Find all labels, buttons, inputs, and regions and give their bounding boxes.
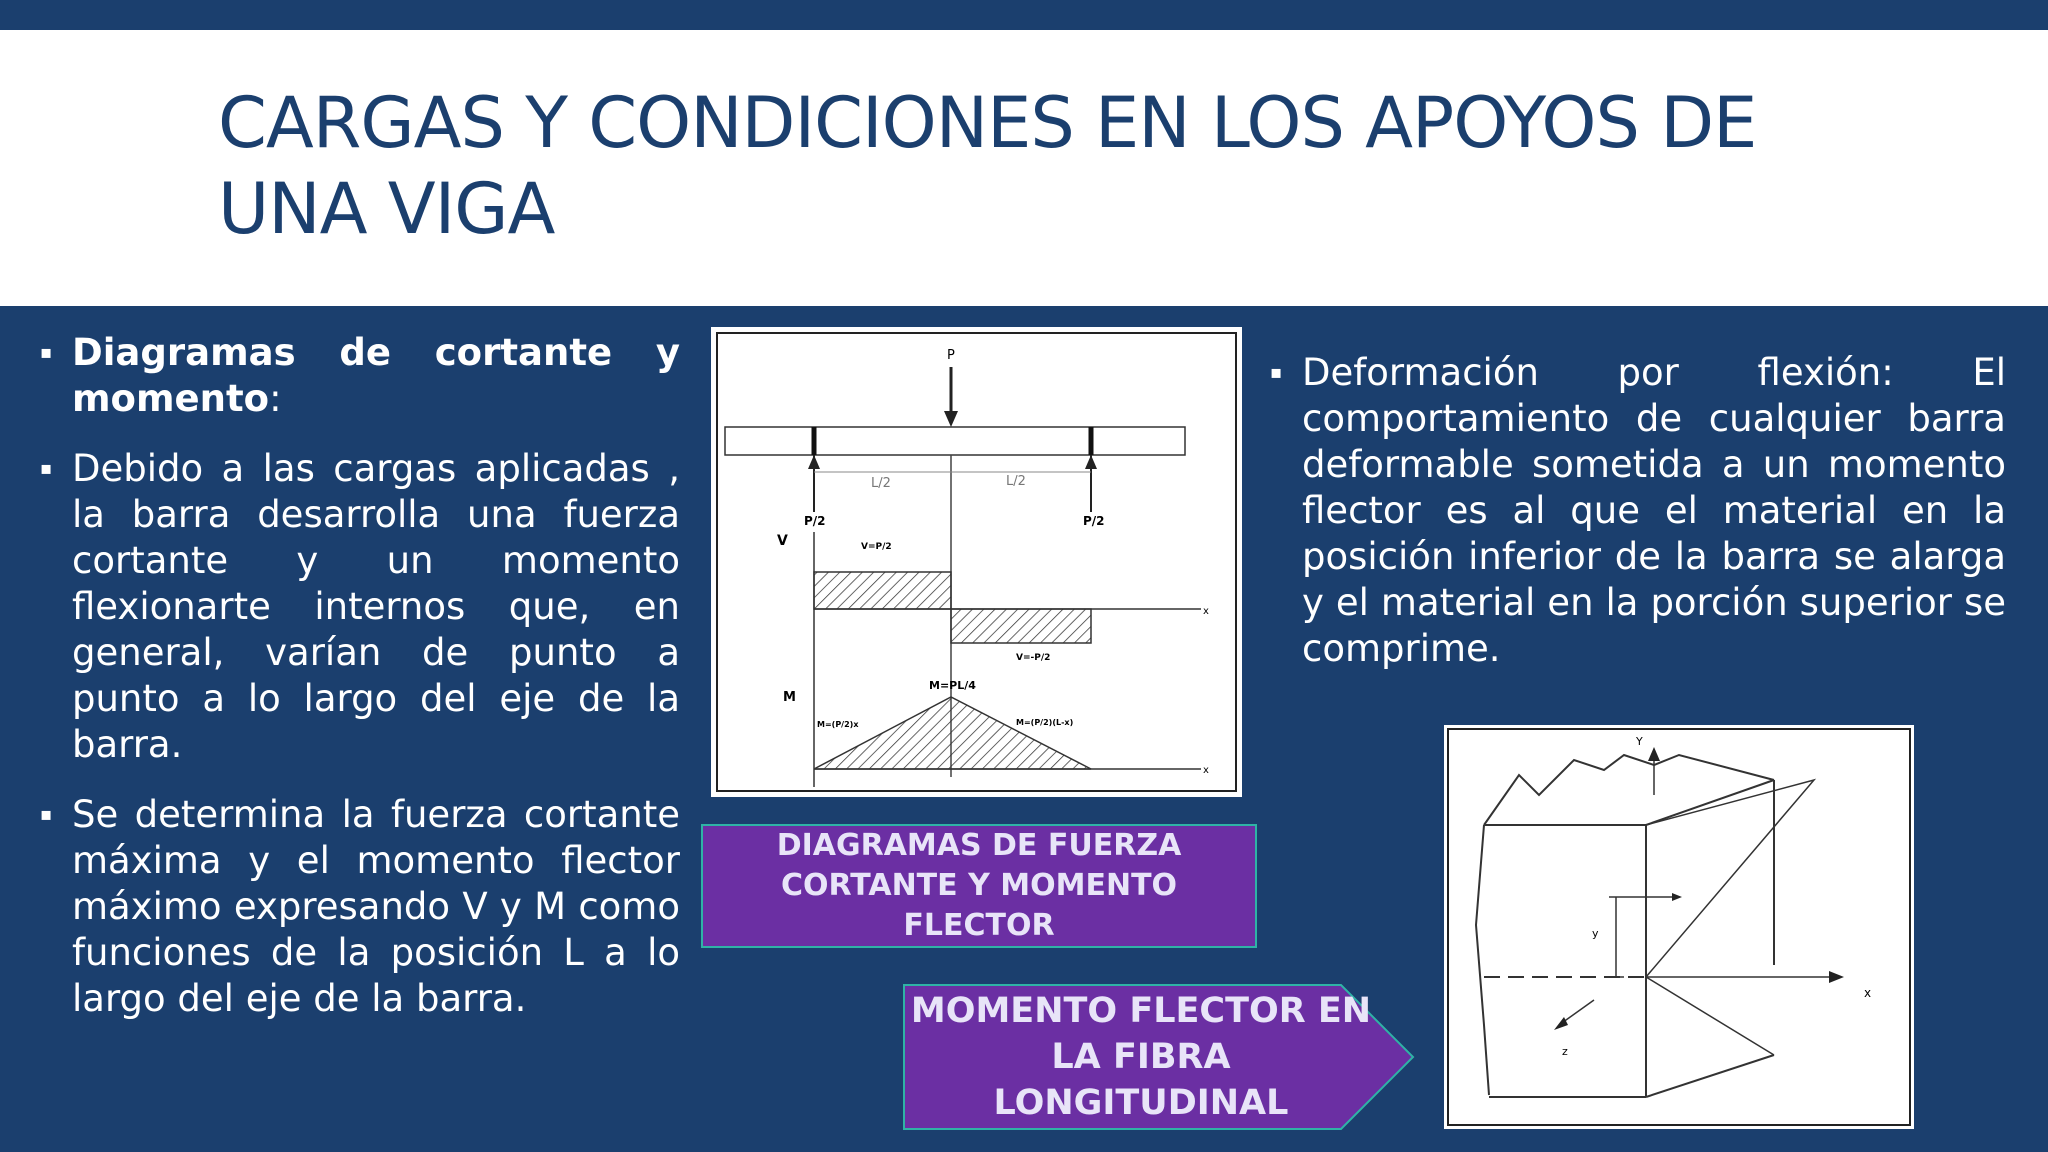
y-axis-label: Y <box>1636 735 1643 748</box>
shear-negative-area <box>951 609 1091 643</box>
m-axis-label: M <box>783 690 796 705</box>
beam-rect <box>725 427 1185 455</box>
bullet-cargas: ▪ Debido a las cargas aplicadas , la barra desarrolla una fuerza cortante y un momento flexionarte internos que, en general, varían de punto a punto a lo largo del eje de la barra. <box>40 446 680 768</box>
top-bar <box>0 0 2048 30</box>
shear-x-label: x <box>1203 606 1209 617</box>
bullet-deformacion: ▪ Deformación por flexión: El comportamiento de cualquier barra deformable sometida a un momento flector es al que el material en la posición inferior de la barra se alarga y el material en la porción superior se comprime. <box>1270 350 2006 672</box>
half-l-left: L/2 <box>871 476 891 491</box>
x-axis-label: x <box>1864 986 1872 1000</box>
shear-moment-diagram <box>711 327 1242 797</box>
moment-x-label: x <box>1203 765 1209 776</box>
right-text-column <box>1270 350 2006 696</box>
diagram2-frame <box>1448 729 1910 1125</box>
bending-deformation-diagram <box>1444 725 1914 1129</box>
bullet-diagramas-tail: : <box>269 377 282 420</box>
fiber-moment-callout <box>903 984 1415 1130</box>
reaction-right-label: P/2 <box>1083 514 1105 528</box>
block-left-edge <box>1476 825 1489 1095</box>
v-axis-label: V <box>777 533 788 549</box>
shear-moment-callout <box>701 824 1257 948</box>
reaction-left-label: P/2 <box>804 514 826 528</box>
moment-right-label: M=(P/2)(L-x) <box>1016 718 1074 727</box>
shear-neg-label: V=-P/2 <box>1016 653 1051 663</box>
bullet-determina: ▪ Se determina la fuerza cortante máxima y el momento flector máximo expresando V y M como funciones de la posición L a lo largo del eje de la barra. <box>40 792 680 1022</box>
shear-moment-callout-text: DIAGRAMAS DE FUERZA CORTANTE Y MOMENTO FLECTOR <box>776 828 1182 943</box>
slide-title: CARGAS Y CONDICIONES EN LOS APOYOS DE UNA VIGA <box>218 82 1757 250</box>
half-l-right: L/2 <box>1006 474 1026 489</box>
bullet-diagramas-bold: Diagramas de cortante y momento <box>72 331 680 420</box>
shear-positive-area <box>814 572 951 609</box>
block-top-edge <box>1484 755 1774 825</box>
moment-max-label: M=PL/4 <box>929 679 976 692</box>
shear-pos-label: V=P/2 <box>861 542 892 552</box>
moment-triangle <box>814 697 1091 769</box>
bullet-diagramas <box>40 330 680 422</box>
deformed-profile <box>1646 780 1814 1055</box>
moment-left-label: M=(P/2)x <box>817 720 859 729</box>
z-axis-label: z <box>1562 1045 1568 1058</box>
left-text-column <box>40 330 680 1046</box>
load-label: P <box>947 348 955 363</box>
y-distance-label: y <box>1592 927 1599 940</box>
fiber-moment-callout-text: MOMENTO FLECTOR EN LA FIBRA LONGITUDINAL <box>910 991 1372 1123</box>
